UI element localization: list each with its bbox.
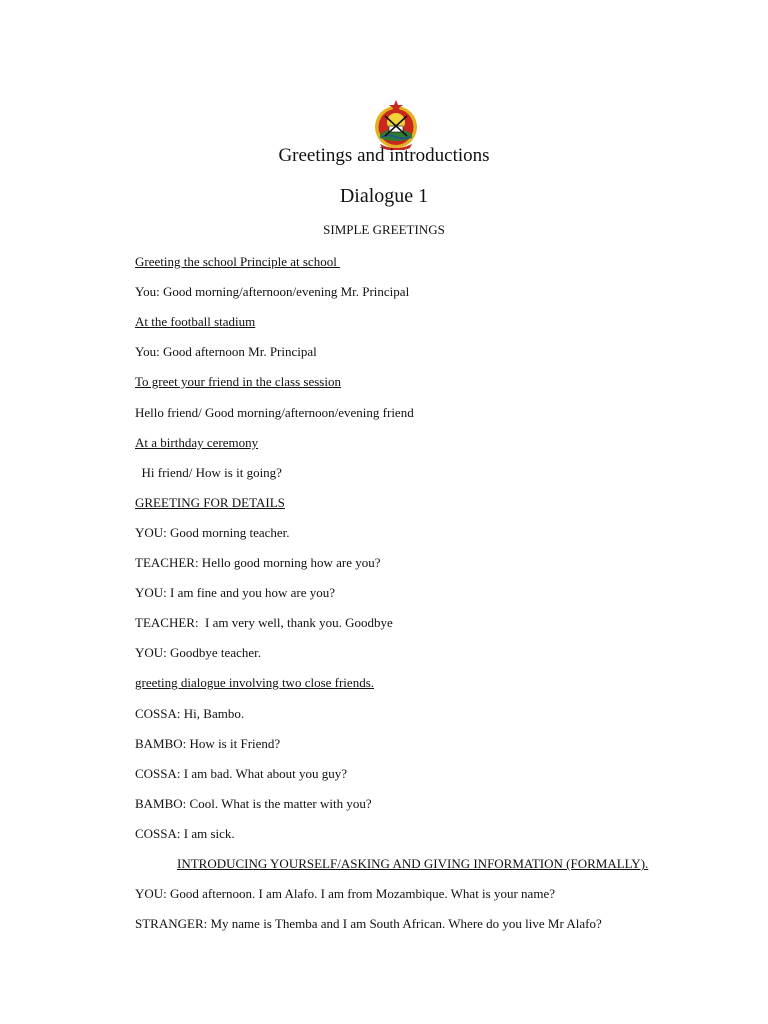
dialogue-line: COSSA: Hi, Bambo. [135, 706, 245, 721]
section-heading: INTRODUCING YOURSELF/ASKING AND GIVING INFORMATION (FORMALLY). [177, 856, 649, 871]
dialogue-line: STRANGER: My name is Themba and I am South African. Where do you live Mr Alafo? [135, 916, 602, 931]
section-heading: At the football stadium [135, 314, 256, 329]
dialogue-line: BAMBO: Cool. What is the matter with you? [135, 796, 372, 811]
dialogue-line: BAMBO: How is it Friend? [135, 736, 281, 751]
section-title: SIMPLE GREETINGS [323, 222, 445, 237]
dialogue-line: TEACHER: Hello good morning how are you? [135, 555, 381, 570]
dialogue-title: Dialogue 1 [339, 185, 429, 207]
page-title: Greetings and introductions [278, 145, 490, 166]
section-heading: GREETING FOR DETAILS [135, 495, 285, 510]
section-heading: greeting dialogue involving two close friends. [135, 675, 375, 690]
section-heading: Greeting the school Principle at school [135, 254, 341, 269]
section-heading: At a birthday ceremony [135, 435, 259, 450]
dialogue-line: Hi friend/ How is it going? [135, 465, 282, 480]
section-heading: To greet your friend in the class session [135, 374, 341, 389]
dialogue-line: COSSA: I am sick. [135, 826, 235, 841]
dialogue-line: You: Good morning/afternoon/evening Mr. Principal [135, 284, 410, 299]
dialogue-line: YOU: I am fine and you how are you? [135, 585, 335, 600]
dialogue-line: YOU: Good morning teacher. [135, 525, 290, 540]
dialogue-line: YOU: Good afternoon. I am Alafo. I am from Mozambique. What is your name? [135, 886, 555, 901]
mozambique-coat-of-arms-icon [372, 100, 420, 150]
dialogue-line: TEACHER: I am very well, thank you. Goodbye [135, 615, 393, 630]
dialogue-line: COSSA: I am bad. What about you guy? [135, 766, 348, 781]
dialogue-line: YOU: Goodbye teacher. [135, 645, 261, 660]
dialogue-line: Hello friend/ Good morning/afternoon/evening friend [135, 405, 414, 420]
dialogue-line: You: Good afternoon Mr. Principal [135, 344, 317, 359]
